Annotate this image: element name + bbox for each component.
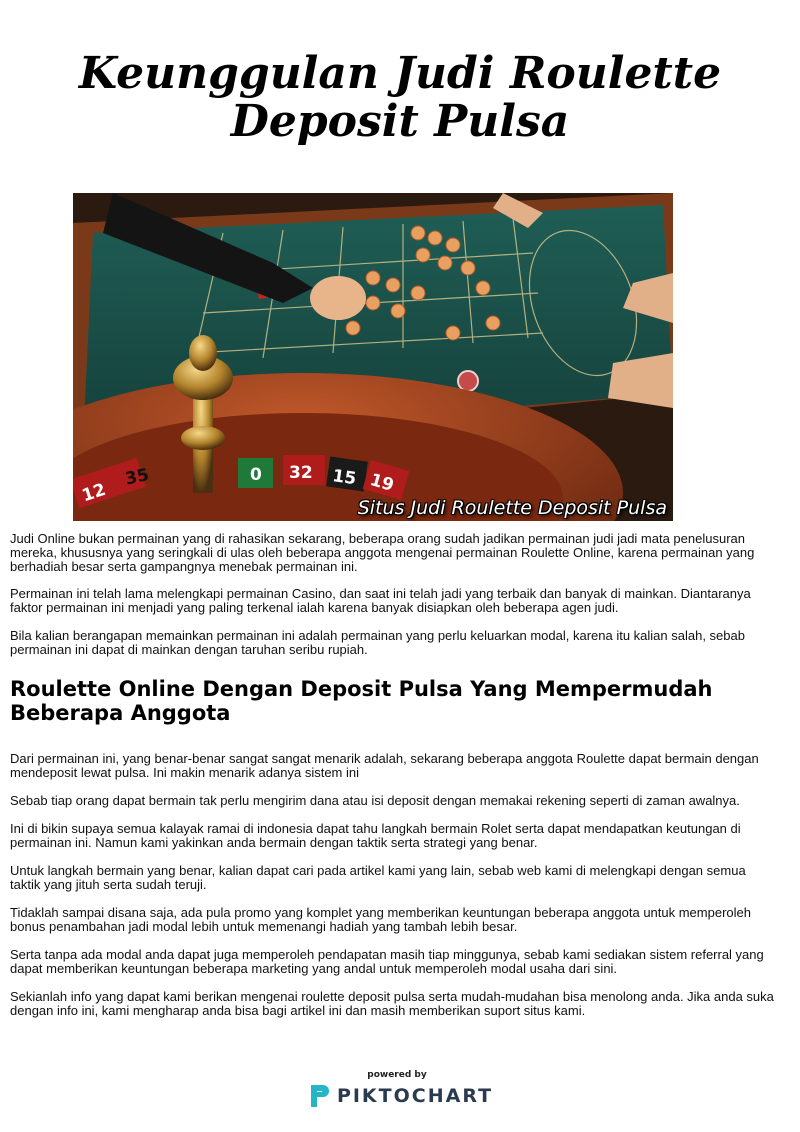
section-paragraph: Sebab tiap orang dapat bermain tak perlu mengirim dana atau isi deposit dengan memakai rekening seperti di zaman awalnya. [10, 793, 740, 808]
intro-paragraph: Permainan ini telah lama melengkapi permainan Casino, dan saat ini telah jadi yang terbaik dan banyak di mainkan. Diantaranya faktor permainan ini menjadi yang paling terkenal ialah karena banyak disiapkan oleh beberapa agen judi. [10, 586, 751, 615]
wheel-number: 32 [289, 463, 313, 483]
wheel-number: 12 [79, 479, 109, 507]
hero-caption: Situs Judi Roulette Deposit Pulsa [357, 497, 667, 519]
roulette-table-illustration [73, 193, 673, 521]
footer [0, 1070, 800, 1114]
wheel-number: 0 [250, 465, 262, 485]
piktochart-logo-icon [307, 1083, 331, 1109]
hero-image-roulette-table [73, 193, 673, 521]
article-body [10, 532, 774, 1018]
section-paragraph: Ini di bikin supaya semua kalayak ramai di indonesia dapat tahu langkah bermain Rolet serta dapat mendapatkan keutungan di permainan ini. Namun kami yakinkan anda bermain dengan taktik serta strategi yang benar. [10, 821, 741, 850]
wheel-number: 19 [367, 470, 396, 496]
section-paragraph: Serta tanpa ada modal anda dapat juga memperoleh pendapatan masih tiap minggunya, sebab kami sediakan sistem referral yang dapat memberikan keuntungan beberapa marketing yang andal untuk memperoleh modal usaha dari sini. [10, 947, 764, 976]
section-paragraph: Tidaklah sampai disana saja, ada pula promo yang komplet yang memberikan keuntungan beberapa anggota untuk memperoleh bonus penambahan jadi modal lebih untuk memenangi hadiah yang tambah lebih besar. [10, 905, 751, 934]
wheel-number: 35 [123, 465, 151, 490]
section-paragraph: Sekianlah info yang dapat kami berikan mengenai roulette deposit pulsa serta mudah-mudahan bisa menolong anda. Jika anda suka dengan info ini, kami mengharap anda bisa bagi artikel ini dan masih memberikan suport situs kami. [10, 989, 774, 1018]
page-title-line-1: Keunggulan Judi Roulette [78, 48, 722, 99]
intro-paragraph: Judi Online bukan permainan yang di rahasikan sekarang, beberapa orang sudah jadikan permainan judi jadi mata penelusuran mereka, khususnya yang seringkali di ulas oleh beberapa anggota mengenai permainan Roulette Online, karena permainan yang berhadiah besar serta gampangnya menebak permainan ini. [10, 531, 755, 574]
powered-by-label: powered by [367, 1070, 427, 1080]
page-title [0, 50, 800, 146]
piktochart-brand-name: PIKTOCHART [336, 1085, 494, 1107]
intro-paragraph: Bila kalian berangapan memainkan permainan ini adalah permainan yang perlu keluarkan modal, karena itu kalian salah, sebab permainan ini dapat di mainkan dengan taruhan seribu rupiah. [10, 628, 745, 657]
piktochart-brand-link[interactable] [307, 1083, 493, 1109]
section-paragraph: Dari permainan ini, yang benar-benar sangat sangat menarik adalah, sekarang beberapa anggota Roulette dapat bermain dengan mendeposit lewat pulsa. Ini makin menarik adanya sistem ini [10, 751, 759, 780]
section-paragraph: Untuk langkah bermain yang benar, kalian dapat cari pada artikel kami yang lain, sebab web kami di melengkapi dengan semua taktik yang jituh serta sudah teruji. [10, 863, 746, 892]
page-title-line-2: Deposit Pulsa [230, 96, 570, 147]
wheel-number: 15 [331, 466, 358, 490]
section-heading: Roulette Online Dengan Deposit Pulsa Yang Mempermudah Beberapa Anggota [10, 677, 713, 725]
